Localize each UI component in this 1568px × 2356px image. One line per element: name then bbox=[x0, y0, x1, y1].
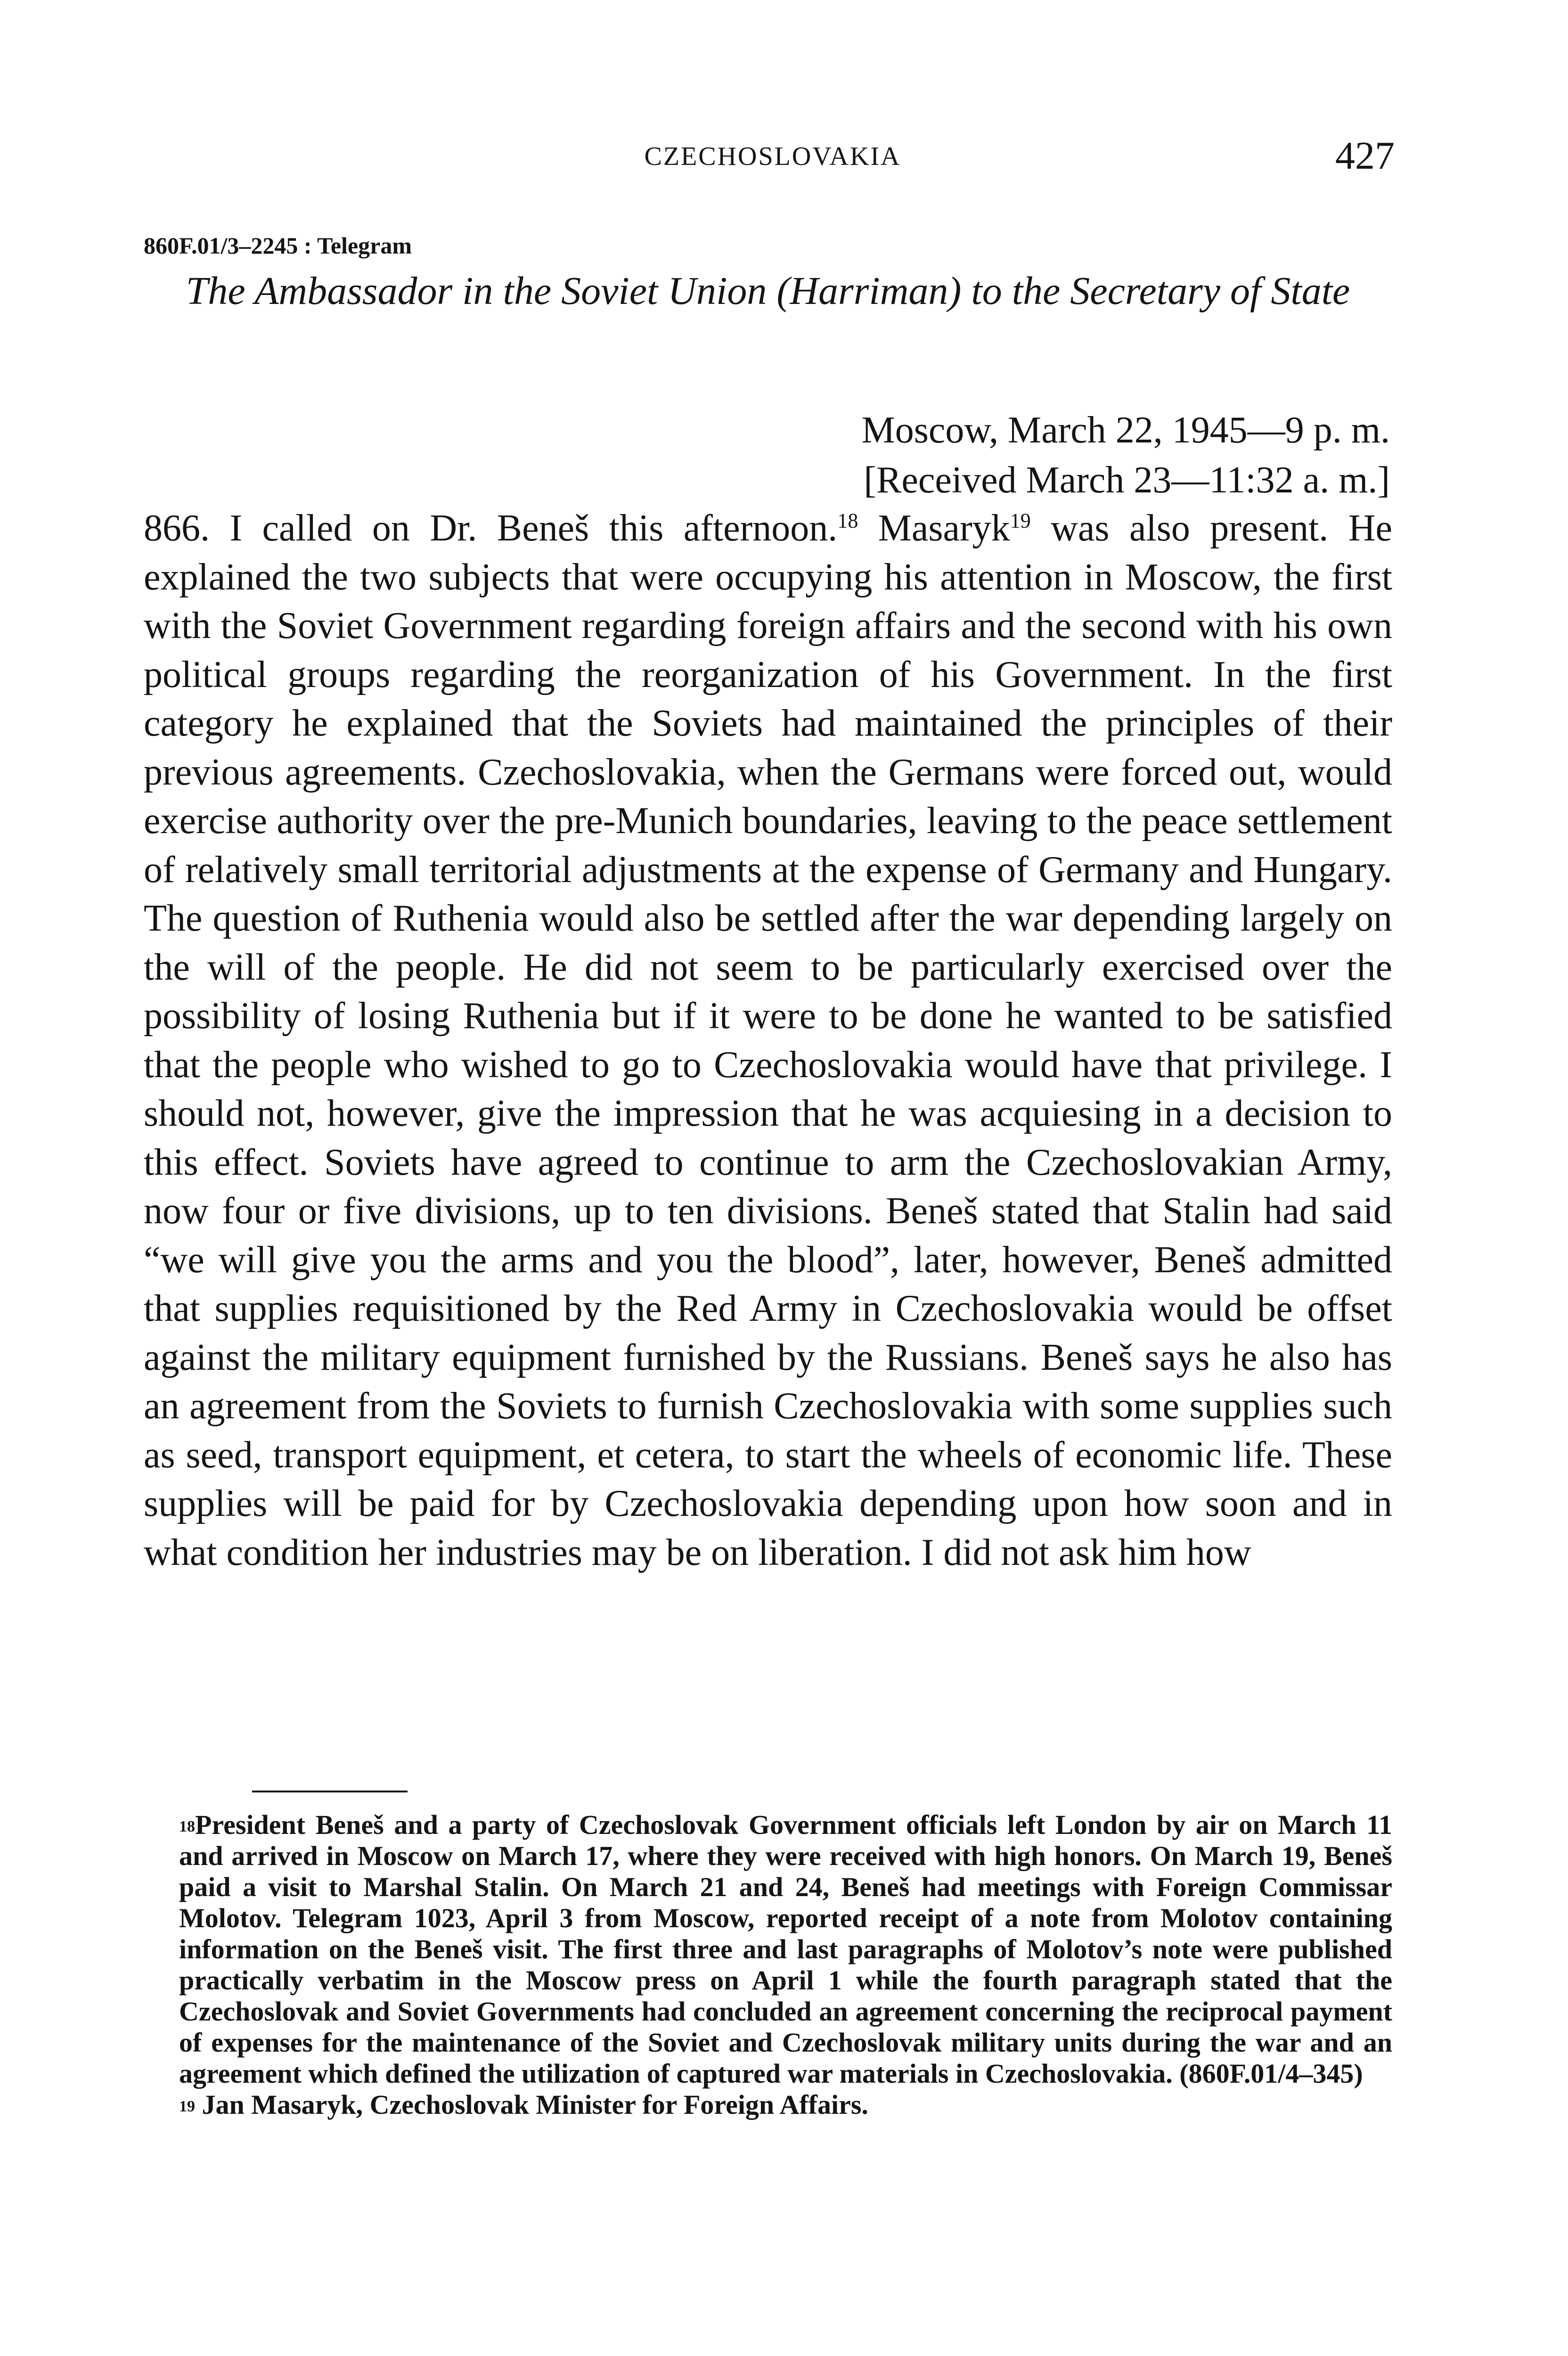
dateline: Moscow, March 22, 1945—9 p. m. bbox=[861, 409, 1390, 451]
dateline-block bbox=[612, 405, 1390, 505]
footnote-text: Jan Masaryk, Czechoslovak Minister for Foreign Affairs. bbox=[202, 2089, 868, 2120]
footnotes bbox=[144, 1809, 1392, 2120]
footnote-18 bbox=[144, 1809, 1392, 2089]
page-number: 427 bbox=[1335, 134, 1395, 178]
document-title: The Ambassador in the Soviet Union (Harriman) to the Secretary of State bbox=[186, 269, 1350, 313]
footnote-19 bbox=[144, 2089, 1392, 2120]
document-id: 860F.01/3–2245 : Telegram bbox=[144, 232, 412, 259]
body-text-part-3: was also present. He explained the two subjects that were occupying his attention in Moscow, the first with the Soviet Government regarding foreign affairs and the second with his own political groups regarding the reorganization of his Government. In the first category he explained that the Soviets had maintained the principles of their previous agreements. Czechoslovakia, when the Germans were forced out, would exercise authority over the pre-Munich boundaries, leaving to the peace settlement of relatively small territorial adjustments at the expense of Germany and Hungary. The question of Ruthenia would also be settled after the war depending largely on the will of the people. He did not seem to be particularly exercised over the possibility of losing Ruthenia but if it were to be done he wanted to be satisfied that the people who wished to go to Czechoslovakia would have that privilege. I should not, however, give the impression that he was acquiesing in a decision to this effect. Soviets have agreed to continue to arm the Czechoslovakian Army, now four or five divisions, up to ten divisions. Beneš stated that Stalin had said “we will give you the arms and you the blood”, later, however, Beneš admitted that supplies requisitioned by the Red Army in Czechoslovakia would be offset against the military equipment furnished by the Russians. Beneš says he also has an agreement from the Soviets to furnish Czechoslovakia with some supplies such as seed, transport equipment, et cetera, to start the wheels of economic life. These supplies will be paid for by Czechoslovakia depending upon how soon and in what condition her industries may be on liberation. I did not ask him how bbox=[144, 507, 1393, 1573]
footnote-text: President Beneš and a party of Czechoslovak Government officials left London by air on March 11 and arrived in Moscow on March 17, where they were received with high honors. On March 19, Beneš paid a visit to Marshal Stalin. On March 21 and 24, Beneš had meetings with Foreign Commissar Molotov. Telegram 1023, April 3 from Moscow, reported receipt of a note from Molotov containing information on the Beneš visit. The first three and last paragraphs of Molotov’s note were published practically verbatim in the Moscow press on April 1 while the fourth paragraph stated that the Czechoslovak and Soviet Governments had concluded an agreement concerning the reciprocal payment of expenses for the maintenance of the Soviet and Czechoslovak military units during the war and an agreement which defined the utilization of captured war materials in Czechoslovakia. (860F.01/4–345) bbox=[179, 1809, 1392, 2089]
footnote-number: 18 bbox=[179, 1818, 195, 1835]
body-paragraph bbox=[144, 504, 1392, 1577]
footnote-ref-19: 19 bbox=[1010, 509, 1031, 532]
footnote-divider bbox=[252, 1791, 408, 1792]
running-head: CZECHOSLOVAKIA bbox=[644, 142, 901, 171]
footnote-ref-18: 18 bbox=[837, 509, 858, 532]
body-text-part-1: 866. I called on Dr. Beneš this afternoon. bbox=[144, 507, 838, 549]
footnote-number: 19 bbox=[179, 2098, 195, 2115]
telegram-body bbox=[144, 504, 1392, 1577]
received-line: [Received March 23—11:32 a. m.] bbox=[864, 459, 1390, 501]
body-text-part-2: Masaryk bbox=[858, 507, 1010, 549]
